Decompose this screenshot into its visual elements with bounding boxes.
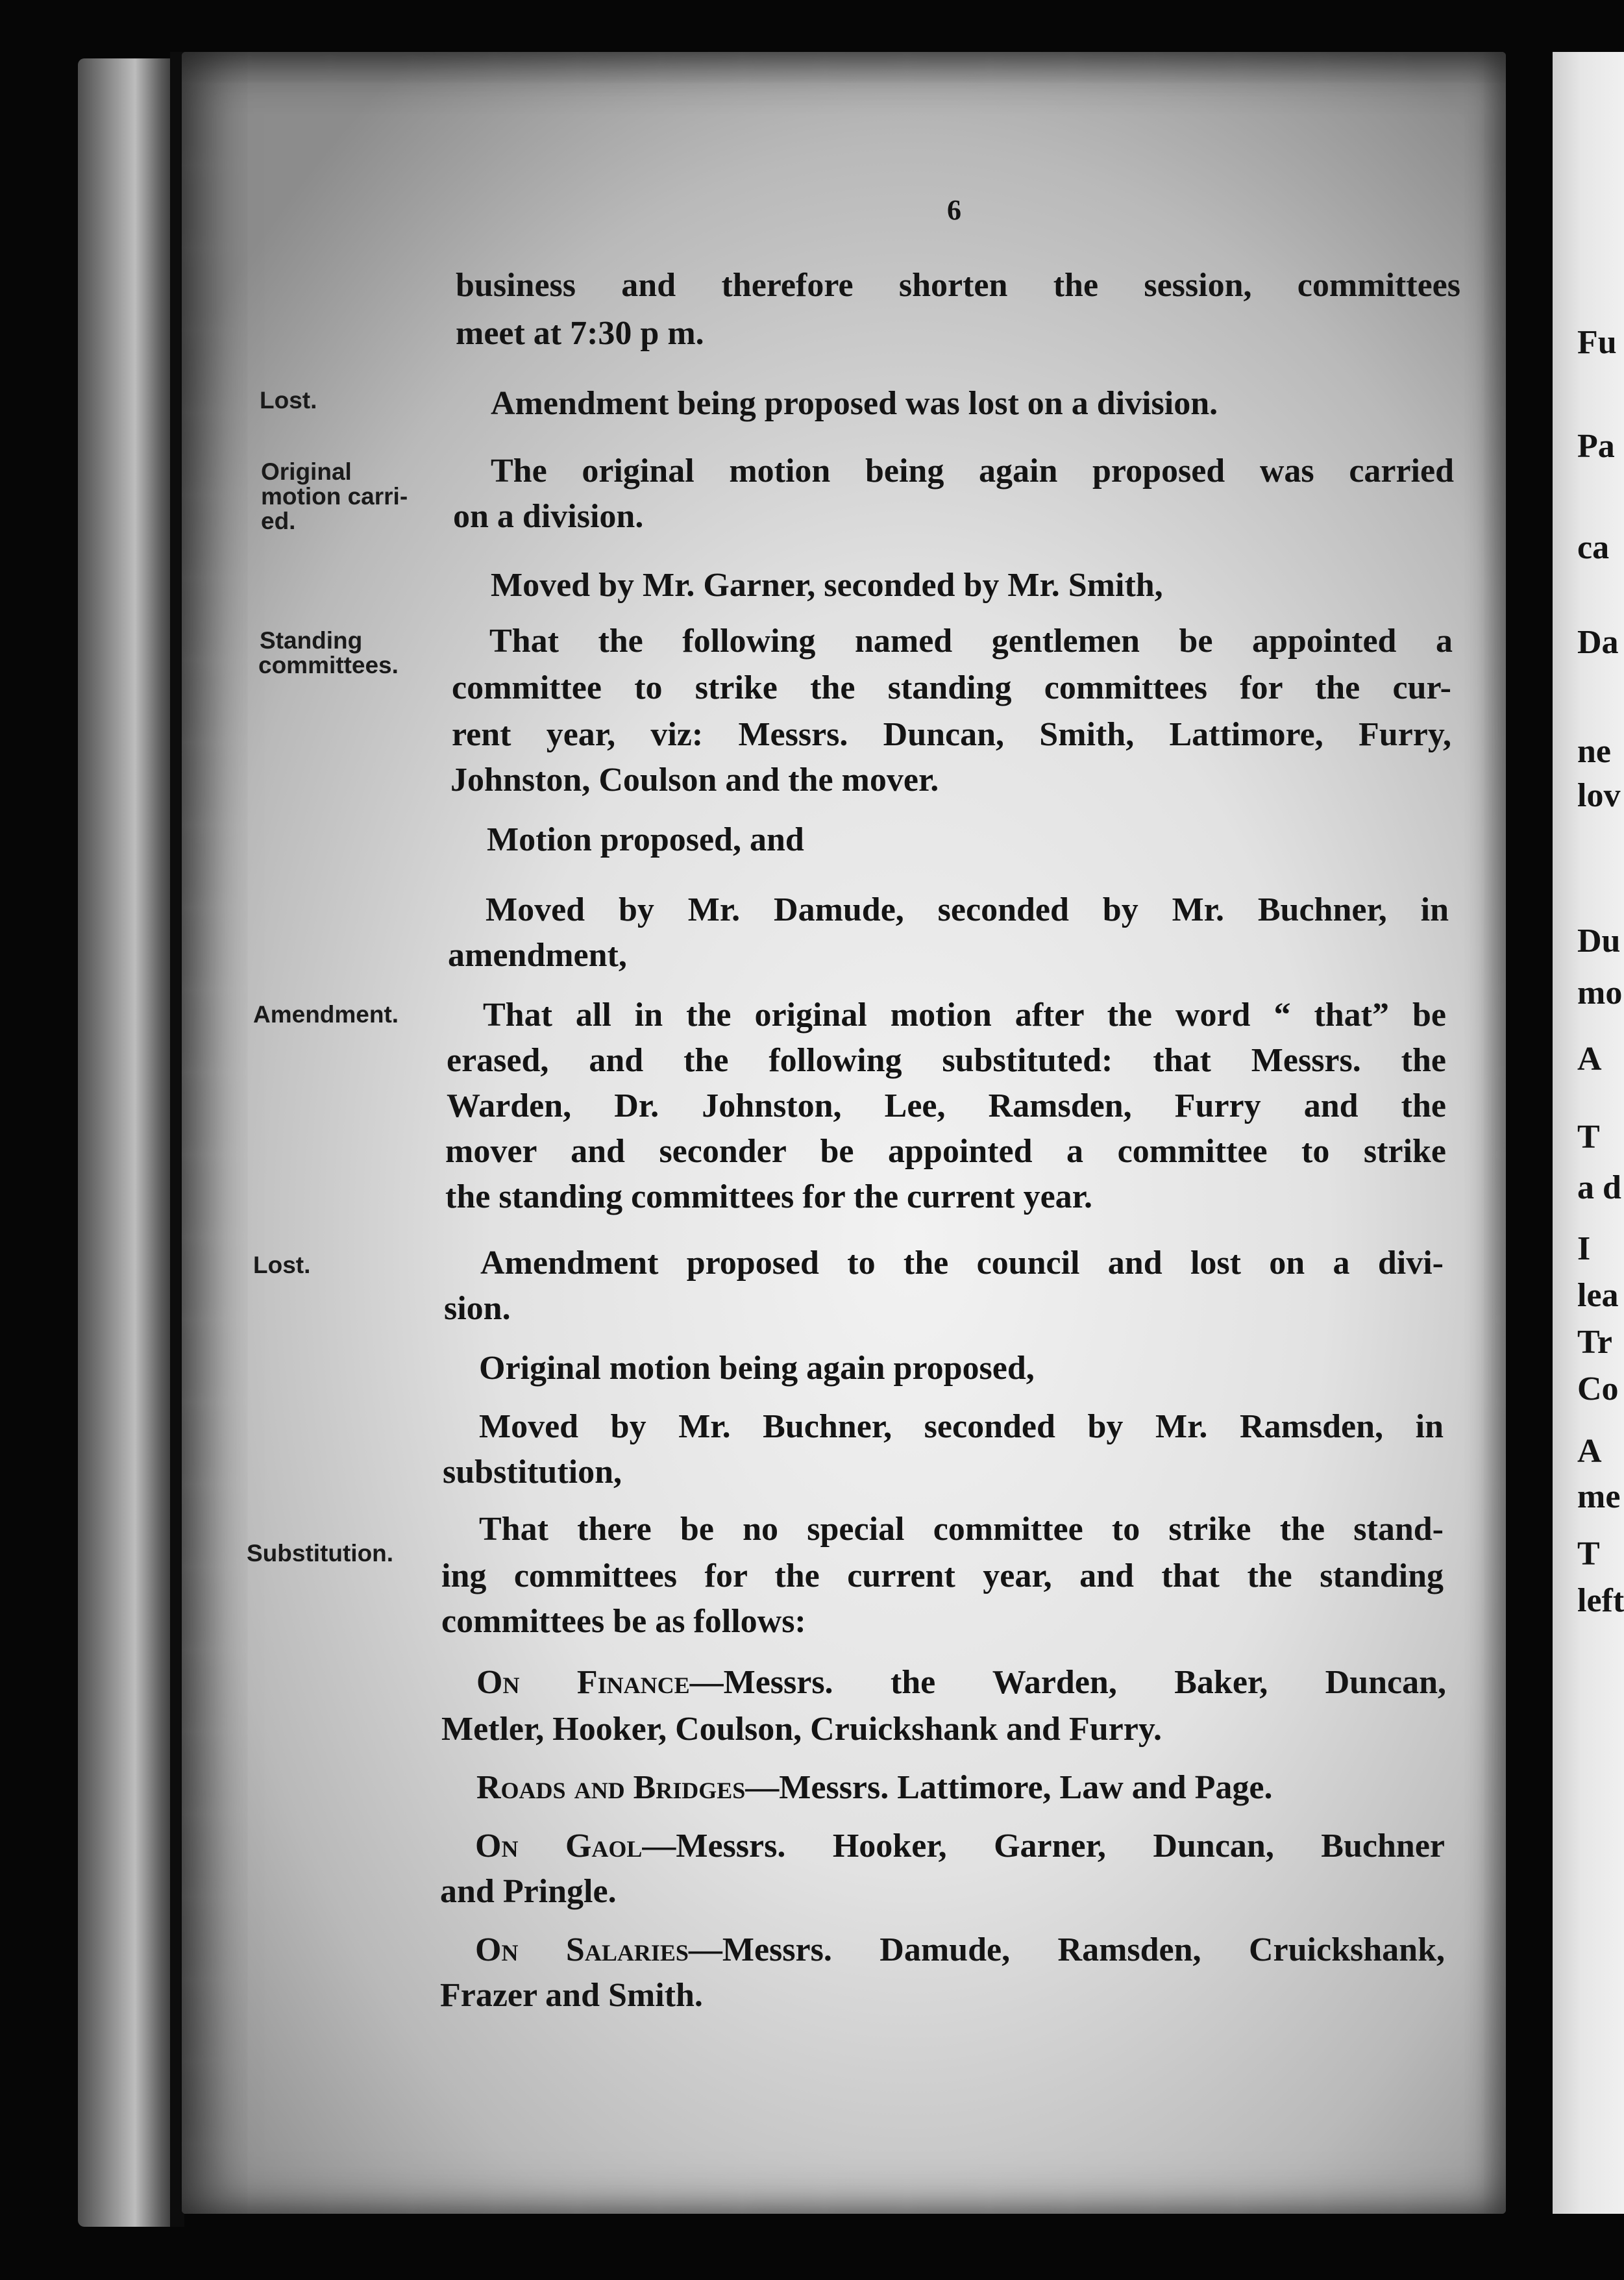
side-note-original-motion: ed. [261,508,296,534]
facing-page-fragment: Du [1577,923,1621,960]
text-line: That the following named gentlemen be appointed a [489,623,1453,660]
facing-page-fragment: mo [1577,974,1623,1011]
facing-page-fragment: Fu [1577,324,1617,361]
committee-line-salaries: On Salaries—Messrs. Damude, Ramsden, Cruickshank, [475,1931,1445,1968]
text-line: Warden, Dr. Johnston, Lee, Ramsden, Furry and the [447,1087,1446,1124]
text-line: the standing committees for the current year. [445,1178,1092,1215]
side-note-original-motion: motion carri- [261,483,408,510]
text-line: sion. [444,1290,511,1327]
text-line: business and therefore shorten the session, committees [456,267,1460,304]
side-note-standing-committees: Standing [260,627,363,654]
text-line: meet at 7:30 p m. [456,315,704,352]
text-line: substitution, [443,1454,622,1491]
facing-page-fragment: left [1577,1582,1624,1619]
side-note-original-motion: Original [261,458,352,485]
text-line: on a division. [453,498,644,535]
side-note-lost: Lost. [260,387,317,414]
text-line: committee to strike the standing committees for the cur- [452,669,1451,706]
page-number: 6 [947,194,961,226]
text-line: Moved by Mr. Buchner, seconded by Mr. Ramsden, in [479,1408,1444,1445]
facing-page-fragment: I [1577,1230,1591,1267]
facing-page-fragment: ca [1577,529,1610,566]
committee-line-roads: Roads and Bridges—Messrs. Lattimore, Law and Page. [476,1769,1273,1806]
side-note-substitution: Substitution. [247,1540,394,1567]
committee-line-finance: On Finance—Messrs. the Warden, Baker, Duncan, [476,1664,1446,1701]
text-line: rent year, viz: Messrs. Duncan, Smith, Lattimore, Furry, [452,716,1451,753]
text-line: ing committees for the current year, and that the standing [441,1557,1444,1594]
facing-page-fragment: A [1577,1433,1602,1470]
facing-page-fragment: T [1577,1119,1600,1156]
text-line: mover and seconder be appointed a committee to strike [445,1133,1446,1170]
facing-page-fragment: Da [1577,624,1619,661]
text-line: committees be as follows: [441,1603,806,1640]
text-line: The original motion being again proposed was carried [491,452,1454,489]
text-line: Moved by Mr. Damude, seconded by Mr. Buchner, in [486,891,1449,928]
text-line: Motion proposed, and [487,821,804,858]
committee-line-finance-cont: Metler, Hooker, Coulson, Cruickshank and Furry. [441,1711,1162,1748]
facing-page-fragment: Co [1577,1370,1619,1407]
committee-line-salaries-cont: Frazer and Smith. [440,1977,703,2014]
facing-page-fragment: lov [1577,777,1621,814]
facing-page-fragment: Tr [1577,1324,1612,1361]
facing-page-fragment: T [1577,1535,1600,1572]
side-note-lost: Lost. [253,1252,311,1278]
text-line: Amendment proposed to the council and lost on a divi- [480,1245,1444,1282]
text-line: Johnston, Coulson and the mover. [450,762,939,799]
text-line: That there be no special committee to strike the stand- [479,1511,1444,1548]
facing-page-fragment: a d [1577,1169,1621,1206]
text-line: erased, and the following substituted: that Messrs. the [447,1042,1446,1079]
facing-page-fragment: A [1577,1041,1602,1078]
text-line: Moved by Mr. Garner, seconded by Mr. Smith, [491,567,1163,604]
committee-line-gaol-cont: and Pringle. [440,1873,617,1910]
facing-page-fragment: me [1577,1478,1621,1515]
text-line: Original motion being again proposed, [479,1350,1035,1387]
facing-page-fragment: ne [1577,733,1611,770]
side-note-standing-committees: committees. [258,652,399,678]
committee-line-gaol: On Gaol—Messrs. Hooker, Garner, Duncan, Buchner [475,1828,1445,1865]
binding-edge [78,58,182,2227]
text-line: That all in the original motion after the word “ that” be [483,997,1446,1034]
text-line: Amendment being proposed was lost on a division. [491,385,1218,422]
facing-page-fragment: Pa [1577,428,1615,465]
side-note-amendment: Amendment. [253,1001,399,1028]
text-line: amendment, [448,937,627,974]
facing-page-fragment: lea [1577,1277,1619,1314]
